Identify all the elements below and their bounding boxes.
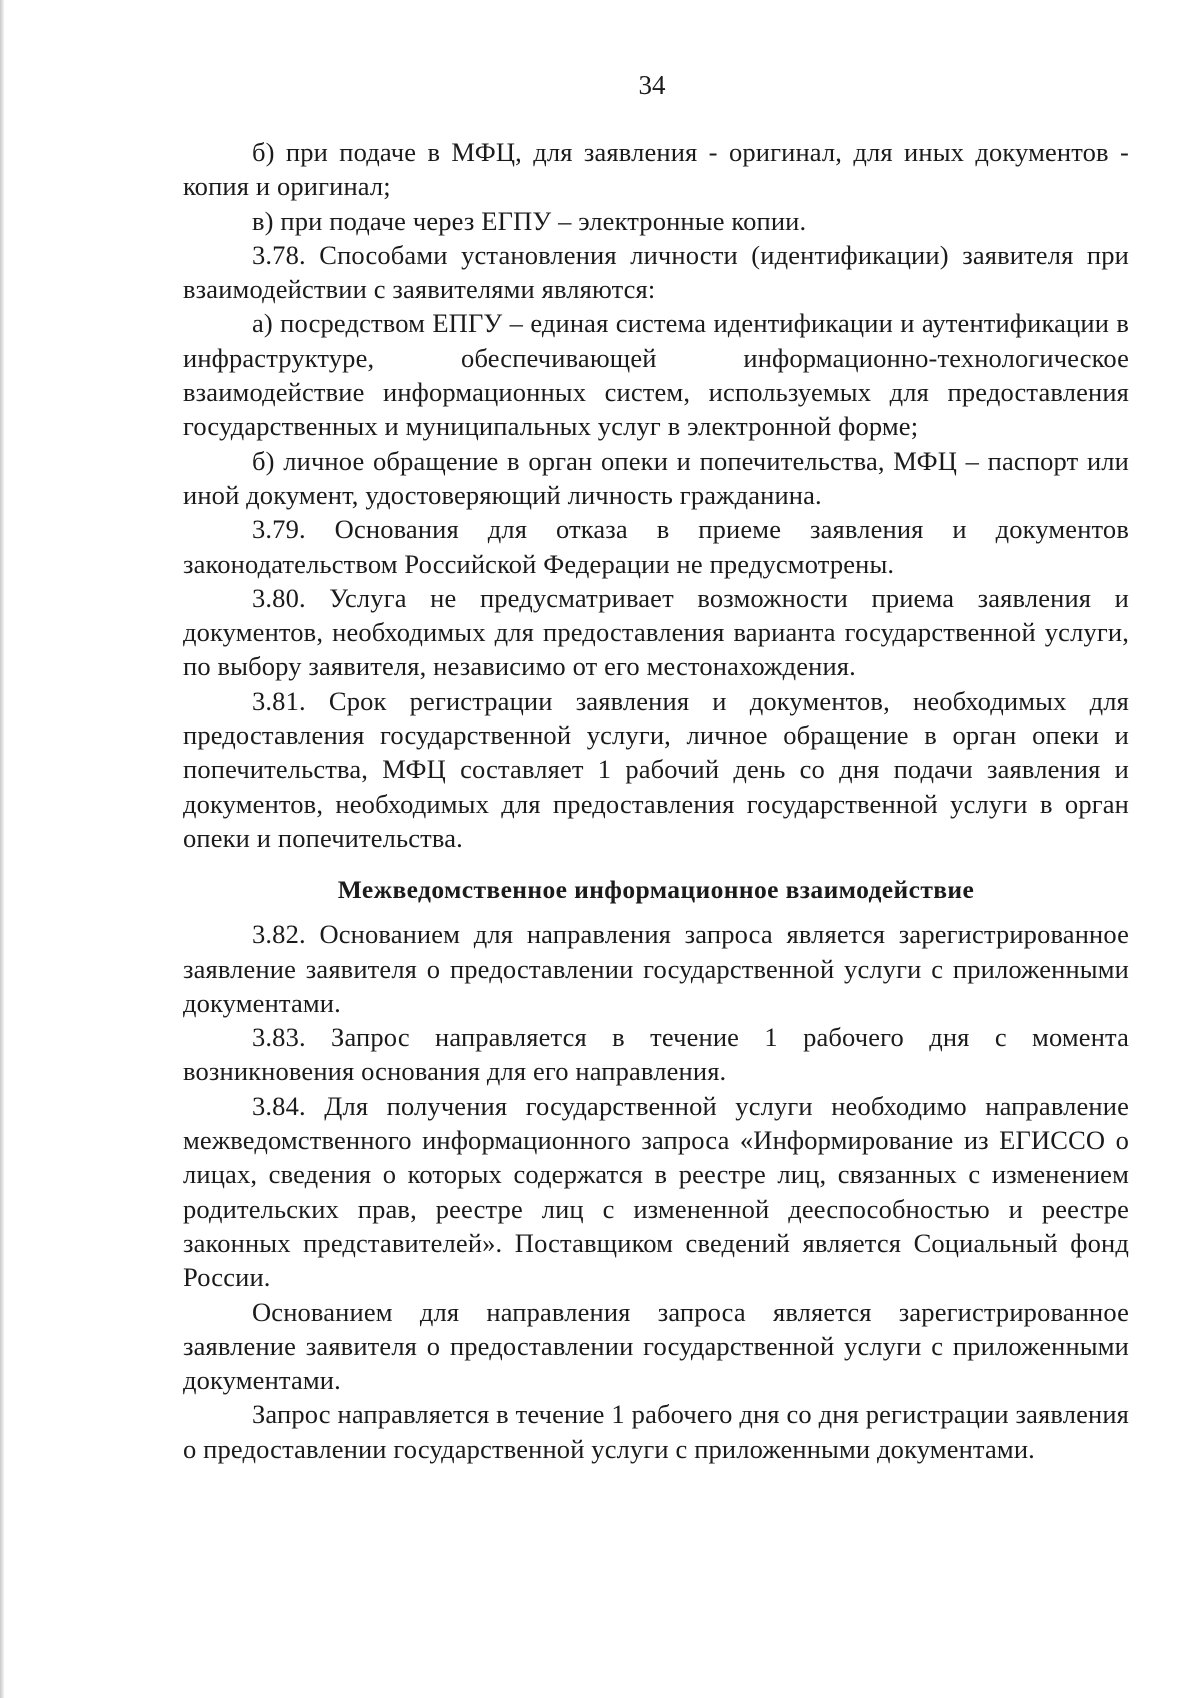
paragraph-3-82: 3.82. Основанием для направления запроса является зарегистрированное заявление заявителя о предоставлении государственной услуги с приложенными документами. xyxy=(183,919,1129,1018)
paragraph-3-78: 3.78. Способами установления личности (идентификации) заявителя при взаимодействии с заявителями являются: xyxy=(183,239,1129,305)
page-body xyxy=(183,135,1129,1466)
paragraph-v-egpu: в) при подаче через ЕГПУ – электронные копии. xyxy=(252,205,807,236)
paragraph-3-80: 3.80. Услуга не предусматривает возможности приема заявления и документов, необходимых для предоставления варианта государственной услуги, по выбору заявителя, независимо от его местонахождения. xyxy=(183,582,1129,682)
section-gap xyxy=(183,855,1129,859)
paragraph-3-83: 3.83. Запрос направляется в течение 1 рабочего дня с момента возникновения основания для его направления. xyxy=(183,1022,1129,1087)
paragraph-3-81: 3.81. Срок регистрации заявления и документов, необходимых для предоставления государственной услуги, личное обращение в орган опеки и попечительства, МФЦ составляет 1 рабочий день со дня подачи заявления и документов, необходимых для предоставления государственной услуги в орган опеки и попечительства. xyxy=(183,685,1129,853)
paragraph-b-personal: б) личное обращение в орган опеки и попечительства, МФЦ – паспорт или иной документ, удостоверяющий личность гражданина. xyxy=(183,445,1129,510)
paragraph-b-mfc: б) при подаче в МФЦ, для заявления - оригинал, для иных документов - копия и оригинал; xyxy=(183,137,1129,202)
section-heading: Межведомственное информационное взаимодействие xyxy=(337,875,975,905)
scan-edge xyxy=(0,0,4,1698)
paragraph-3-79: 3.79. Основания для отказа в приеме заявления и документов законодательством Российской Федерации не предусмотрены. xyxy=(183,514,1129,579)
paragraph-a-epgu: а) посредством ЕПГУ – единая система идентификации и аутентификации в инфраструктуре, обеспечивающей информационно-технологическое взаимодействие информационных систем, используемых для предоставления государственных и муниципальных услуг в электронной форме; xyxy=(183,308,1129,442)
page-number: 34 xyxy=(638,70,666,100)
paragraph-request-timing: Запрос направляется в течение 1 рабочего дня со дня регистрации заявления о предоставлении государственной услуги с приложенными документами. xyxy=(183,1399,1129,1464)
paragraph-3-84: 3.84. Для получения государственной услуги необходимо направление межведомственного информационного запроса «Информирование из ЕГИССО о лицах, сведения о которых содержатся в реестре лиц, связанных с изменением родительских прав, реестре лиц с измененной дееспособностью и реестре законных представителей». Поставщиком сведений является Социальный фонд России. xyxy=(183,1090,1129,1293)
paragraph-request-basis: Основанием для направления запроса является зарегистрированное заявление заявителя о предоставлении государственной услуги с приложенными документами. xyxy=(183,1296,1129,1396)
